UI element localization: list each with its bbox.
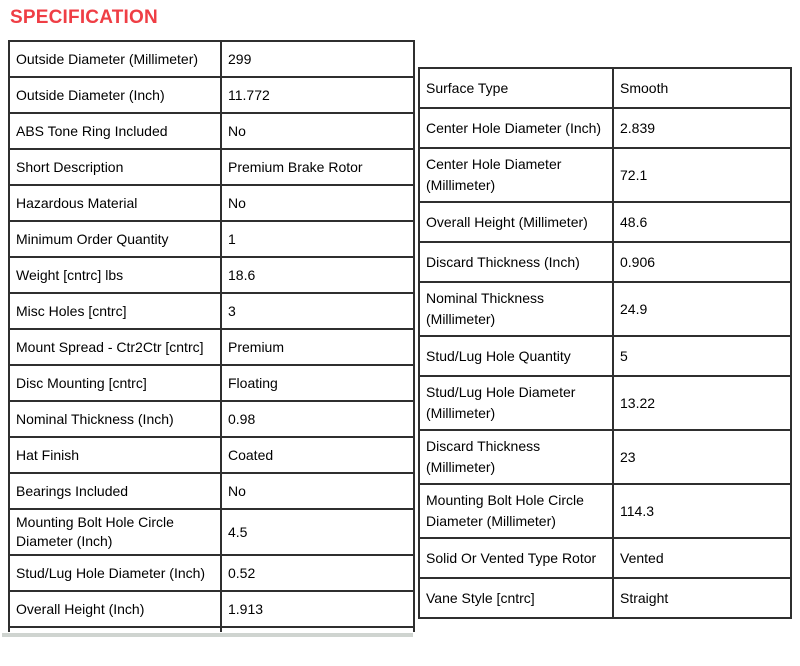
spec-row xyxy=(9,221,414,257)
spec-value: 4.5 xyxy=(221,509,414,555)
spec-label: Stud/Lug Hole Diameter (Inch) xyxy=(9,555,221,591)
spec-value: 24.9 xyxy=(613,282,791,336)
spec-label: Vane Style [cntrc] xyxy=(419,578,613,618)
spec-value: 0.52 xyxy=(221,555,414,591)
spec-row xyxy=(419,242,791,282)
spec-row xyxy=(9,473,414,509)
spec-label: Solid Or Vented Type Rotor xyxy=(419,538,613,578)
spec-row xyxy=(9,437,414,473)
spec-label: Discard Thickness (Millimeter) xyxy=(419,430,613,484)
spec-value: 72.1 xyxy=(613,148,791,202)
spec-value: Premium Brake Rotor xyxy=(221,149,414,185)
spec-label: Stud/Lug Hole Diameter (Millimeter) xyxy=(419,376,613,430)
spec-row xyxy=(9,77,414,113)
spec-label: Disc Mounting [cntrc] xyxy=(9,365,221,401)
spec-label: ABS Tone Ring Included xyxy=(9,113,221,149)
spec-row xyxy=(9,509,414,555)
spec-label: Hat Finish xyxy=(9,437,221,473)
spec-row xyxy=(9,329,414,365)
spec-row xyxy=(419,578,791,618)
spec-value: 11.772 xyxy=(221,77,414,113)
spec-row xyxy=(419,148,791,202)
spec-label: Overall Height (Inch) xyxy=(9,591,221,627)
spec-label: Center Hole Diameter (Inch) xyxy=(419,108,613,148)
spec-value: 0.98 xyxy=(221,401,414,437)
spec-row xyxy=(419,108,791,148)
horizontal-scrollbar[interactable] xyxy=(2,633,413,637)
spec-value: Coated xyxy=(221,437,414,473)
spec-value: 5 xyxy=(613,336,791,376)
spec-row xyxy=(419,430,791,484)
spec-label: Hazardous Material xyxy=(9,185,221,221)
spec-label: Overall Height (Millimeter) xyxy=(419,202,613,242)
spec-label: Mounting Bolt Hole Circle Diameter (Millimeter) xyxy=(419,484,613,538)
spec-value: 1.913 xyxy=(221,591,414,627)
spec-row xyxy=(9,41,414,77)
spec-row xyxy=(419,484,791,538)
spec-row xyxy=(9,113,414,149)
spec-label: Stud/Lug Hole Quantity xyxy=(419,336,613,376)
spec-value xyxy=(221,627,414,632)
spec-value: 1 xyxy=(221,221,414,257)
spec-value: Smooth xyxy=(613,68,791,108)
spec-row xyxy=(9,293,414,329)
spec-row xyxy=(9,149,414,185)
spec-row xyxy=(9,185,414,221)
spec-value: 114.3 xyxy=(613,484,791,538)
spec-value: Straight xyxy=(613,578,791,618)
left-spec-table-viewport xyxy=(8,40,417,632)
spec-label: Center Hole Diameter (Millimeter) xyxy=(419,148,613,202)
spec-label: Outside Diameter (Millimeter) xyxy=(9,41,221,77)
right-spec-table-viewport xyxy=(418,67,792,619)
spec-row xyxy=(419,538,791,578)
spec-value: 0.906 xyxy=(613,242,791,282)
spec-value: No xyxy=(221,473,414,509)
spec-row xyxy=(9,591,414,627)
spec-row xyxy=(9,257,414,293)
spec-value: 48.6 xyxy=(613,202,791,242)
spec-value: 299 xyxy=(221,41,414,77)
spec-value: 13.22 xyxy=(613,376,791,430)
spec-value: No xyxy=(221,185,414,221)
spec-row xyxy=(419,376,791,430)
spec-label: Nominal Thickness (Inch) xyxy=(9,401,221,437)
spec-value: 18.6 xyxy=(221,257,414,293)
spec-row xyxy=(9,365,414,401)
spec-label: Mount Spread - Ctr2Ctr [cntrc] xyxy=(9,329,221,365)
spec-row xyxy=(419,68,791,108)
left-spec-table xyxy=(8,40,415,632)
right-spec-table xyxy=(418,67,792,619)
spec-label xyxy=(9,627,221,632)
spec-row xyxy=(419,282,791,336)
spec-value: 3 xyxy=(221,293,414,329)
spec-value: 23 xyxy=(613,430,791,484)
spec-value: Vented xyxy=(613,538,791,578)
spec-label: Bearings Included xyxy=(9,473,221,509)
spec-value: 2.839 xyxy=(613,108,791,148)
spec-label: Weight [cntrc] lbs xyxy=(9,257,221,293)
spec-row xyxy=(419,202,791,242)
spec-row xyxy=(419,336,791,376)
spec-row xyxy=(9,555,414,591)
spec-row-clipped xyxy=(9,627,414,632)
spec-value: Floating xyxy=(221,365,414,401)
spec-label: Nominal Thickness (Millimeter) xyxy=(419,282,613,336)
spec-label: Minimum Order Quantity xyxy=(9,221,221,257)
spec-label: Discard Thickness (Inch) xyxy=(419,242,613,282)
spec-value: Premium xyxy=(221,329,414,365)
page-title: SPECIFICATION xyxy=(10,7,158,28)
spec-label: Mounting Bolt Hole Circle Diameter (Inch) xyxy=(9,509,221,555)
spec-label: Misc Holes [cntrc] xyxy=(9,293,221,329)
spec-label: Short Description xyxy=(9,149,221,185)
spec-row xyxy=(9,401,414,437)
spec-value: No xyxy=(221,113,414,149)
spec-label: Outside Diameter (Inch) xyxy=(9,77,221,113)
spec-label: Surface Type xyxy=(419,68,613,108)
